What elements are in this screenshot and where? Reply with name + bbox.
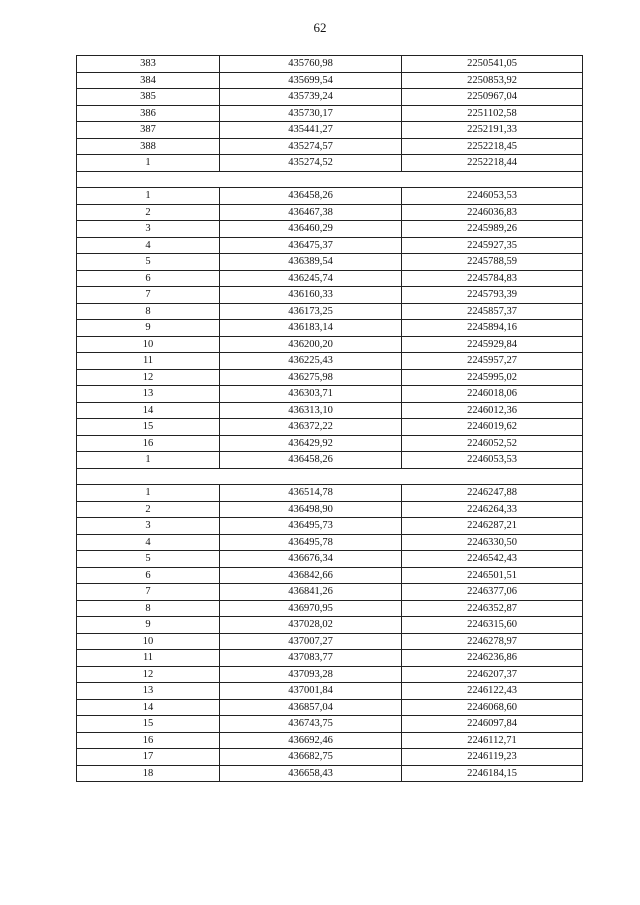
y-coordinate-cell: 2246052,52 <box>402 435 583 452</box>
x-coordinate-cell: 436841,26 <box>220 584 402 601</box>
table-row <box>77 138 583 155</box>
point-number-cell: 16 <box>77 732 220 749</box>
table-row <box>77 369 583 386</box>
point-number-cell: 384 <box>77 72 220 89</box>
table-row <box>77 353 583 370</box>
x-coordinate-cell: 436682,75 <box>220 749 402 766</box>
table-row <box>77 270 583 287</box>
table-row <box>77 600 583 617</box>
table-row <box>77 303 583 320</box>
point-number-cell: 11 <box>77 650 220 667</box>
point-number-cell: 3 <box>77 518 220 535</box>
y-coordinate-cell: 2246278,97 <box>402 633 583 650</box>
group-separator-row <box>77 171 583 188</box>
y-coordinate-cell: 2246542,43 <box>402 551 583 568</box>
point-number-cell: 8 <box>77 303 220 320</box>
x-coordinate-cell: 436160,33 <box>220 287 402 304</box>
table-row <box>77 254 583 271</box>
x-coordinate-cell: 435274,57 <box>220 138 402 155</box>
table-row <box>77 221 583 238</box>
table-row <box>77 386 583 403</box>
point-number-cell: 14 <box>77 699 220 716</box>
table-row <box>77 89 583 106</box>
x-coordinate-cell: 437007,27 <box>220 633 402 650</box>
y-coordinate-cell: 2246053,53 <box>402 452 583 469</box>
point-number-cell: 12 <box>77 666 220 683</box>
table-row <box>77 155 583 172</box>
y-coordinate-cell: 2246501,51 <box>402 567 583 584</box>
table-row <box>77 188 583 205</box>
x-coordinate-cell: 436313,10 <box>220 402 402 419</box>
x-coordinate-cell: 436389,54 <box>220 254 402 271</box>
y-coordinate-cell: 2245857,37 <box>402 303 583 320</box>
point-number-cell: 1 <box>77 485 220 502</box>
point-number-cell: 12 <box>77 369 220 386</box>
y-coordinate-cell: 2245927,35 <box>402 237 583 254</box>
table-row <box>77 683 583 700</box>
y-coordinate-cell: 2246012,36 <box>402 402 583 419</box>
x-coordinate-cell: 436183,14 <box>220 320 402 337</box>
point-number-cell: 17 <box>77 749 220 766</box>
point-number-cell: 1 <box>77 188 220 205</box>
y-coordinate-cell: 2246236,86 <box>402 650 583 667</box>
point-number-cell: 7 <box>77 287 220 304</box>
x-coordinate-cell: 436173,25 <box>220 303 402 320</box>
x-coordinate-cell: 436275,98 <box>220 369 402 386</box>
y-coordinate-cell: 2250853,92 <box>402 72 583 89</box>
table-row <box>77 551 583 568</box>
table-row <box>77 567 583 584</box>
x-coordinate-cell: 435699,54 <box>220 72 402 89</box>
point-number-cell: 387 <box>77 122 220 139</box>
point-number-cell: 1 <box>77 452 220 469</box>
x-coordinate-cell: 437001,84 <box>220 683 402 700</box>
y-coordinate-cell: 2250967,04 <box>402 89 583 106</box>
y-coordinate-cell: 2252218,44 <box>402 155 583 172</box>
y-coordinate-cell: 2246053,53 <box>402 188 583 205</box>
point-number-cell: 4 <box>77 534 220 551</box>
point-number-cell: 6 <box>77 270 220 287</box>
point-number-cell: 13 <box>77 683 220 700</box>
point-number-cell: 10 <box>77 336 220 353</box>
y-coordinate-cell: 2246287,21 <box>402 518 583 535</box>
point-number-cell: 8 <box>77 600 220 617</box>
x-coordinate-cell: 436692,46 <box>220 732 402 749</box>
x-coordinate-cell: 436514,78 <box>220 485 402 502</box>
table-row <box>77 534 583 551</box>
x-coordinate-cell: 436970,95 <box>220 600 402 617</box>
separator-cell <box>77 468 583 485</box>
table-row <box>77 419 583 436</box>
y-coordinate-cell: 2246119,23 <box>402 749 583 766</box>
x-coordinate-cell: 436857,04 <box>220 699 402 716</box>
table-row <box>77 336 583 353</box>
table-row <box>77 716 583 733</box>
point-number-cell: 386 <box>77 105 220 122</box>
y-coordinate-cell: 2246330,50 <box>402 534 583 551</box>
table-row <box>77 402 583 419</box>
point-number-cell: 3 <box>77 221 220 238</box>
table-row <box>77 485 583 502</box>
point-number-cell: 16 <box>77 435 220 452</box>
x-coordinate-cell: 436458,26 <box>220 188 402 205</box>
y-coordinate-cell: 2246377,06 <box>402 584 583 601</box>
x-coordinate-cell: 436245,74 <box>220 270 402 287</box>
y-coordinate-cell: 2245929,84 <box>402 336 583 353</box>
point-number-cell: 11 <box>77 353 220 370</box>
point-number-cell: 15 <box>77 716 220 733</box>
y-coordinate-cell: 2246112,71 <box>402 732 583 749</box>
y-coordinate-cell: 2246018,06 <box>402 386 583 403</box>
y-coordinate-cell: 2246315,60 <box>402 617 583 634</box>
point-number-cell: 2 <box>77 204 220 221</box>
table-row <box>77 204 583 221</box>
table-row <box>77 749 583 766</box>
x-coordinate-cell: 436200,20 <box>220 336 402 353</box>
table-row <box>77 105 583 122</box>
y-coordinate-cell: 2245784,83 <box>402 270 583 287</box>
point-number-cell: 9 <box>77 320 220 337</box>
separator-cell <box>77 171 583 188</box>
table-row <box>77 435 583 452</box>
point-number-cell: 18 <box>77 765 220 782</box>
x-coordinate-cell: 436303,71 <box>220 386 402 403</box>
point-number-cell: 5 <box>77 254 220 271</box>
point-number-cell: 14 <box>77 402 220 419</box>
y-coordinate-cell: 2245793,39 <box>402 287 583 304</box>
y-coordinate-cell: 2252191,33 <box>402 122 583 139</box>
y-coordinate-cell: 2250541,05 <box>402 56 583 73</box>
x-coordinate-cell: 435441,27 <box>220 122 402 139</box>
point-number-cell: 5 <box>77 551 220 568</box>
table-row <box>77 122 583 139</box>
x-coordinate-cell: 437093,28 <box>220 666 402 683</box>
y-coordinate-cell: 2246247,88 <box>402 485 583 502</box>
table-row <box>77 501 583 518</box>
x-coordinate-cell: 435730,17 <box>220 105 402 122</box>
y-coordinate-cell: 2251102,58 <box>402 105 583 122</box>
table-row <box>77 72 583 89</box>
x-coordinate-cell: 436372,22 <box>220 419 402 436</box>
point-number-cell: 9 <box>77 617 220 634</box>
table-row <box>77 320 583 337</box>
x-coordinate-cell: 436658,43 <box>220 765 402 782</box>
x-coordinate-cell: 436467,38 <box>220 204 402 221</box>
table-row <box>77 56 583 73</box>
y-coordinate-cell: 2246207,37 <box>402 666 583 683</box>
x-coordinate-cell: 436743,75 <box>220 716 402 733</box>
y-coordinate-cell: 2246122,43 <box>402 683 583 700</box>
table-row <box>77 584 583 601</box>
x-coordinate-cell: 437083,77 <box>220 650 402 667</box>
table-row <box>77 666 583 683</box>
x-coordinate-cell: 435274,52 <box>220 155 402 172</box>
x-coordinate-cell: 436475,37 <box>220 237 402 254</box>
point-number-cell: 1 <box>77 155 220 172</box>
y-coordinate-cell: 2246352,87 <box>402 600 583 617</box>
x-coordinate-cell: 435760,98 <box>220 56 402 73</box>
x-coordinate-cell: 436495,78 <box>220 534 402 551</box>
y-coordinate-cell: 2246068,60 <box>402 699 583 716</box>
x-coordinate-cell: 436458,26 <box>220 452 402 469</box>
point-number-cell: 6 <box>77 567 220 584</box>
y-coordinate-cell: 2245894,16 <box>402 320 583 337</box>
x-coordinate-cell: 436495,73 <box>220 518 402 535</box>
y-coordinate-cell: 2246019,62 <box>402 419 583 436</box>
y-coordinate-cell: 2246184,15 <box>402 765 583 782</box>
x-coordinate-cell: 437028,02 <box>220 617 402 634</box>
point-number-cell: 10 <box>77 633 220 650</box>
x-coordinate-cell: 436842,66 <box>220 567 402 584</box>
y-coordinate-cell: 2245957,27 <box>402 353 583 370</box>
y-coordinate-cell: 2246036,83 <box>402 204 583 221</box>
table-row <box>77 237 583 254</box>
point-number-cell: 7 <box>77 584 220 601</box>
table-row <box>77 633 583 650</box>
point-number-cell: 383 <box>77 56 220 73</box>
y-coordinate-cell: 2245989,26 <box>402 221 583 238</box>
point-number-cell: 15 <box>77 419 220 436</box>
y-coordinate-cell: 2245995,02 <box>402 369 583 386</box>
x-coordinate-cell: 435739,24 <box>220 89 402 106</box>
y-coordinate-cell: 2246097,84 <box>402 716 583 733</box>
point-number-cell: 388 <box>77 138 220 155</box>
group-separator-row <box>77 468 583 485</box>
y-coordinate-cell: 2245788,59 <box>402 254 583 271</box>
table-row <box>77 650 583 667</box>
point-number-cell: 385 <box>77 89 220 106</box>
point-number-cell: 13 <box>77 386 220 403</box>
point-number-cell: 2 <box>77 501 220 518</box>
y-coordinate-cell: 2246264,33 <box>402 501 583 518</box>
y-coordinate-cell: 2252218,45 <box>402 138 583 155</box>
table-row <box>77 518 583 535</box>
coordinates-table <box>76 55 583 782</box>
point-number-cell: 4 <box>77 237 220 254</box>
x-coordinate-cell: 436429,92 <box>220 435 402 452</box>
table-row <box>77 699 583 716</box>
table-row <box>77 617 583 634</box>
coordinates-table-body <box>77 56 583 782</box>
x-coordinate-cell: 436225,43 <box>220 353 402 370</box>
table-row <box>77 732 583 749</box>
table-row <box>77 287 583 304</box>
x-coordinate-cell: 436498,90 <box>220 501 402 518</box>
x-coordinate-cell: 436676,34 <box>220 551 402 568</box>
page-number: 62 <box>313 20 327 35</box>
table-row <box>77 765 583 782</box>
table-row <box>77 452 583 469</box>
x-coordinate-cell: 436460,29 <box>220 221 402 238</box>
